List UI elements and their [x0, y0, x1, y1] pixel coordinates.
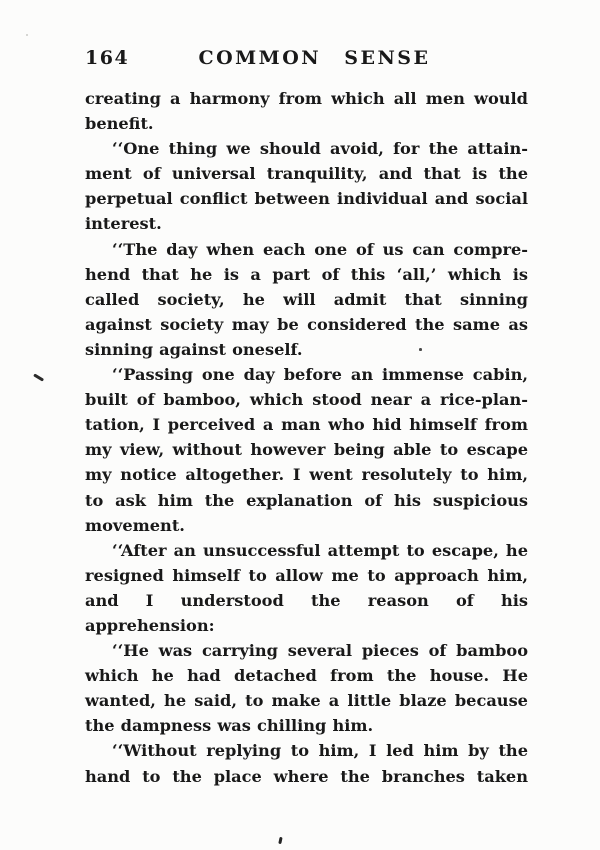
- text-line: tation, I perceived a man who hid himself from: [85, 415, 528, 435]
- text-line: to ask him the explanation of his suspicious: [85, 490, 528, 510]
- text-block: [85, 86, 528, 789]
- text-line: ‘‘After an unsuccessful attempt to escape, he: [112, 540, 528, 560]
- text-line: ment of universal tranquility, and that is the: [85, 164, 528, 184]
- text-line: my view, without however being able to escape: [85, 440, 528, 460]
- margin-ink-tick: [33, 373, 44, 382]
- text-line: hand to the place where the branches taken: [85, 766, 528, 786]
- text-line: creating a harmony from which all men would: [85, 89, 528, 108]
- text-line: ‘‘Passing one day before an immense cabin,: [112, 365, 528, 385]
- ink-speck-top-left: [26, 34, 28, 36]
- text-line: interest.: [85, 214, 162, 234]
- text-line: movement.: [85, 515, 185, 535]
- text-line: against society may be considered the same as: [85, 314, 528, 334]
- ink-speck-after-oneself: [419, 348, 422, 351]
- page-number: 164: [85, 47, 130, 69]
- text-line: benefit.: [85, 114, 154, 134]
- text-line: built of bamboo, which stood near a rice-plan-: [85, 390, 528, 410]
- text-line: my notice altogether. I went resolutely to him,: [85, 465, 528, 485]
- page-header: [85, 47, 528, 73]
- text-line: hend that he is a part of this ‘all,’ which is: [85, 264, 528, 284]
- text-line: wanted, he said, to make a little blaze because: [85, 691, 528, 711]
- text-line: ‘‘The day when each one of us can compre-: [112, 239, 528, 259]
- text-line: which he had detached from the house. He: [85, 666, 528, 686]
- ink-speck-bottom-center: [278, 837, 282, 844]
- text-line: sinning against oneself.: [85, 339, 303, 359]
- text-line: ‘‘He was carrying several pieces of bamboo: [112, 641, 528, 661]
- text-line: perpetual conflict between individual and social: [85, 189, 528, 209]
- text-line: the dampness was chilling him.: [85, 716, 374, 736]
- text-line: resigned himself to allow me to approach him,: [85, 565, 528, 585]
- text-line: and I understood the reason of his apprehension:: [85, 590, 528, 635]
- text-line: ‘‘One thing we should avoid, for the attain-: [112, 139, 528, 159]
- text-line: ‘‘Without replying to him, I led him by the: [112, 741, 528, 761]
- text-line: called society, he will admit that sinning: [85, 289, 528, 309]
- running-title: COMMON SENSE: [198, 47, 431, 69]
